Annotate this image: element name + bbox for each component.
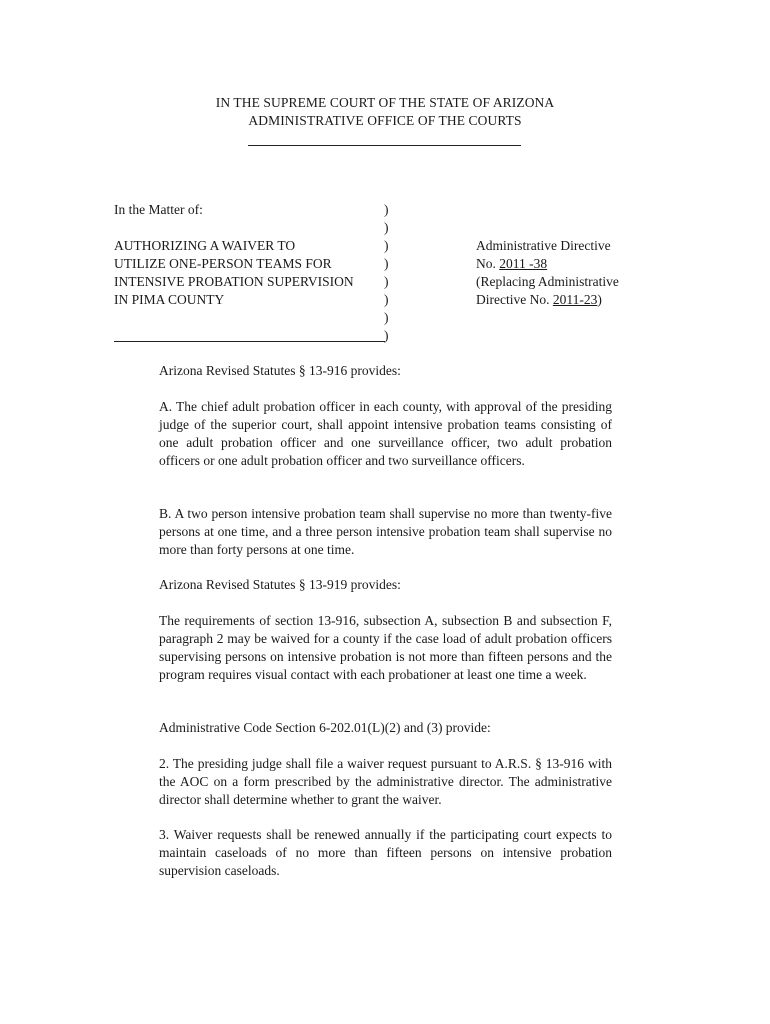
caption-title-line: AUTHORIZING A WAIVER TO (114, 238, 296, 253)
directive-label: Administrative Directive (476, 238, 611, 253)
directive-replaced-line (476, 291, 602, 309)
caption-paren: ) (384, 220, 389, 235)
court-name-heading: IN THE SUPREME COURT OF THE STATE OF ARIZONA (215, 95, 555, 110)
directive-number-prefix: No. (476, 256, 500, 271)
replaced-prefix: Directive No. (476, 292, 553, 307)
directive-replacing-label: (Replacing Administrative (476, 274, 619, 289)
matter-label: In the Matter of: (114, 202, 203, 217)
caption-title-line: INTENSIVE PROBATION SUPERVISION (114, 274, 354, 289)
code-intro-paragraph: Administrative Code Section 6-202.01(L)(2) and (3) provide: (159, 720, 491, 735)
replaced-suffix: ) (597, 292, 602, 307)
caption-divider (114, 341, 385, 342)
caption-title-line: IN PIMA COUNTY (114, 292, 225, 307)
code-item-3: 3. Waiver requests shall be renewed annually if the participating court expects to maintain caseloads of no more than fifteen persons on intensive probation supervision caseloads. (159, 827, 612, 878)
caption-paren: ) (384, 274, 389, 289)
caption-paren: ) (384, 310, 389, 325)
caption-title-line: UTILIZE ONE-PERSON TEAMS FOR (114, 256, 332, 271)
statute-subsection-a: A. The chief adult probation officer in each county, with approval of the presiding judge of the superior court, shall appoint intensive probation teams consisting of one adult probation officer and one surveillance officer, two adult probation officers or one adult probation officer and two surveillance officers. (159, 399, 612, 468)
statute-intro-paragraph: Arizona Revised Statutes § 13-916 provides: (159, 363, 401, 378)
statute-intro-paragraph: Arizona Revised Statutes § 13-919 provides: (159, 577, 401, 592)
header-divider (248, 145, 521, 146)
caption-paren: ) (384, 292, 389, 307)
caption-paren: ) (384, 202, 389, 217)
directive-number-line (476, 255, 547, 273)
statute-subsection-b: B. A two person intensive probation team shall supervise no more than twenty-five persons at one time, and a three person intensive probation team shall supervise no more than forty persons at one time. (159, 506, 612, 557)
code-item-2: 2. The presiding judge shall file a waiver request pursuant to A.R.S. § 13-916 with the AOC on a form prescribed by the administrative director. The administrative director shall determine whether to grant the waiver. (159, 756, 612, 807)
directive-number: 2011 -38 (499, 256, 548, 271)
caption-paren: ) (384, 238, 389, 253)
caption-paren: ) (384, 256, 389, 271)
caption-paren: ) (384, 328, 389, 343)
statute-waiver-paragraph: The requirements of section 13-916, subsection A, subsection B and subsection F, paragraph 2 may be waived for a county if the case load of adult probation officers supervising persons on intensive probation is not more than fifteen persons and the program requires visual contact with each probationer at least one time a week. (159, 613, 612, 682)
office-name-heading: ADMINISTRATIVE OFFICE OF THE COURTS (248, 113, 522, 128)
replaced-directive-number: 2011-23 (552, 292, 598, 307)
